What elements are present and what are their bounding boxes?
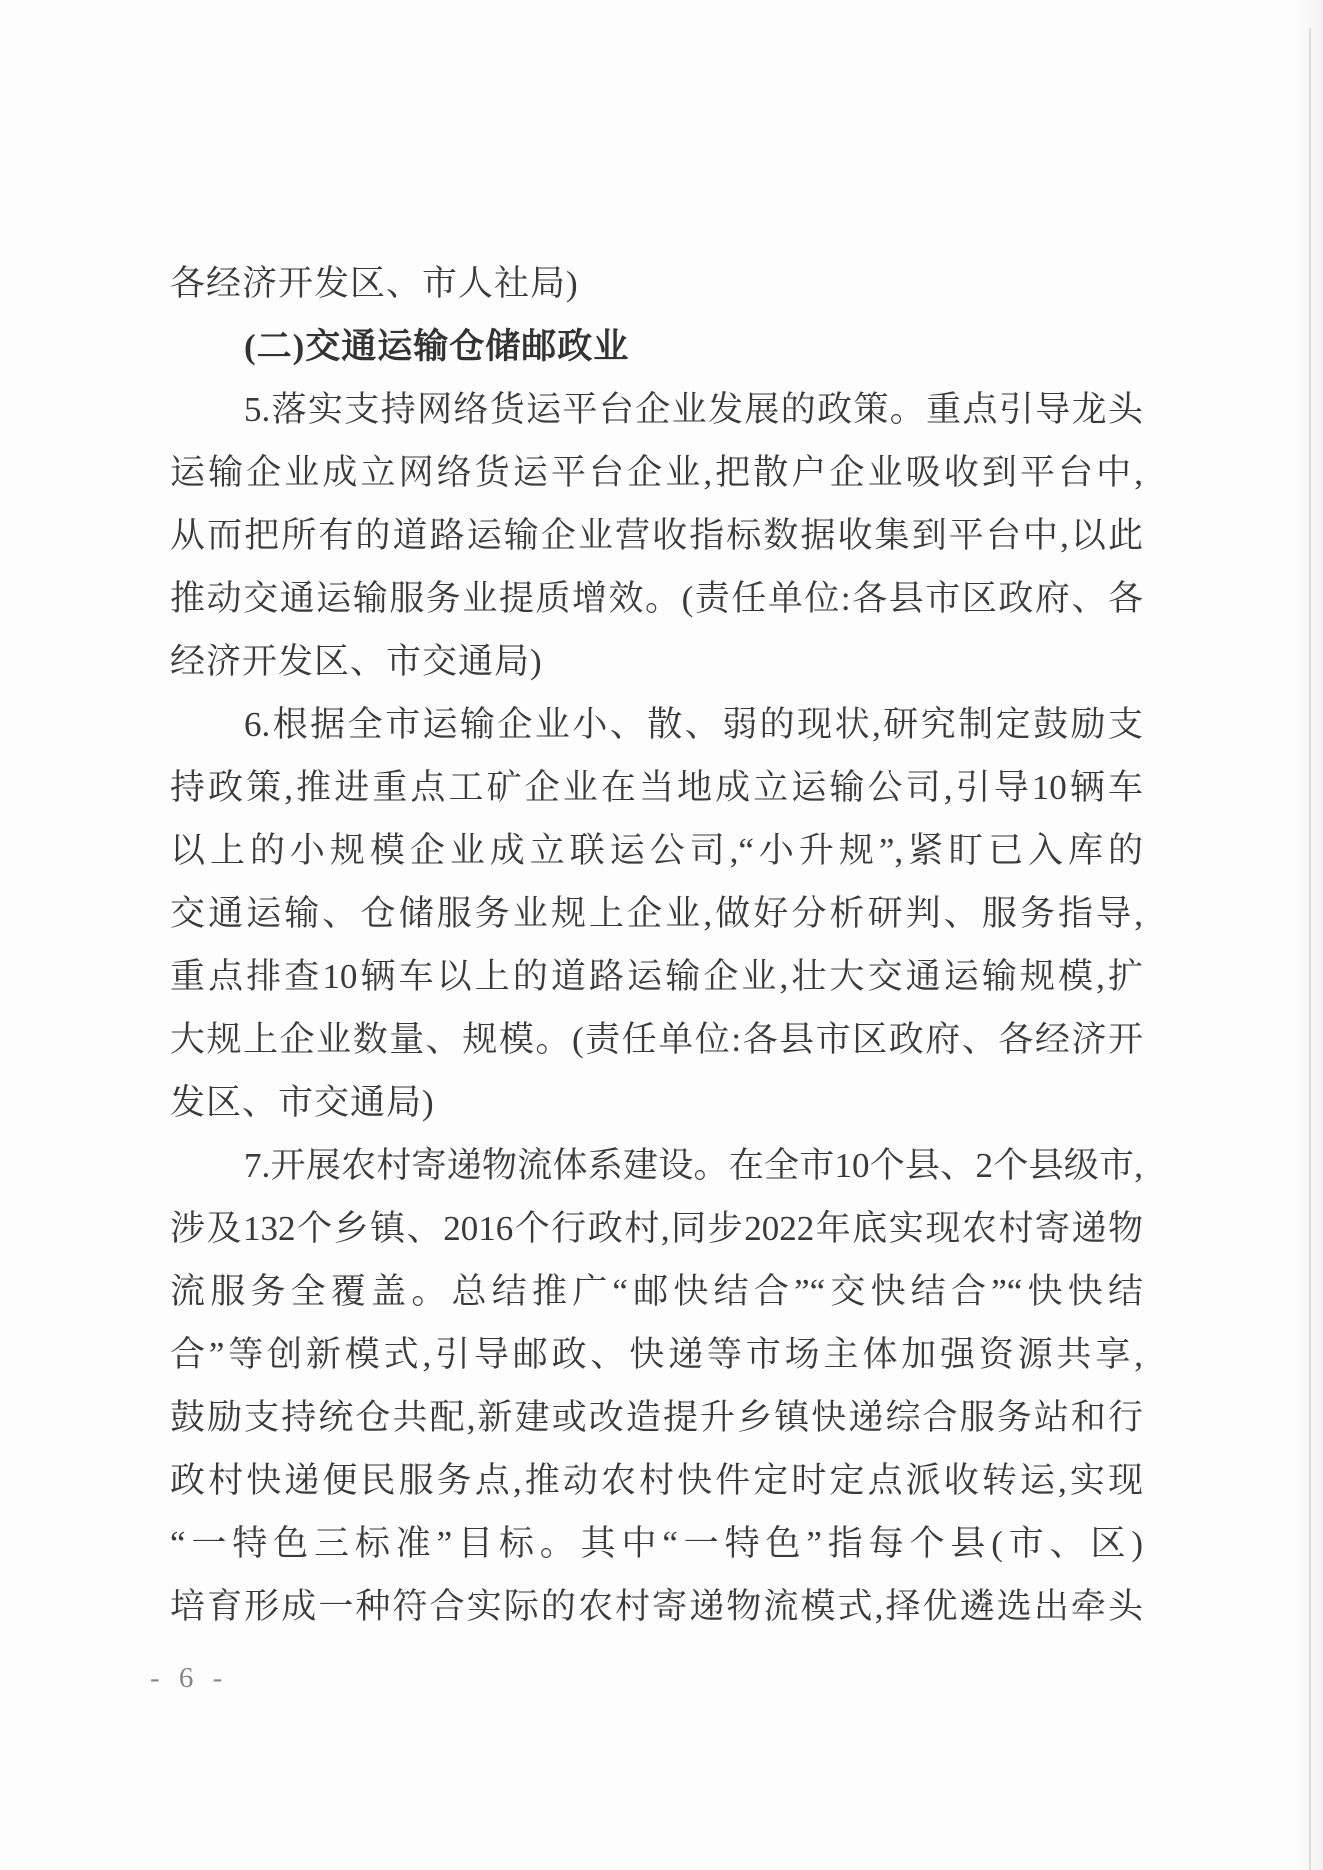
text-line: 大规上企业数量、规模。(责任单位:各县市区政府、各经济开 xyxy=(170,1020,1143,1059)
text-line: 交通运输、仓储服务业规上企业,做好分析研判、服务指导, xyxy=(170,894,1143,933)
page-number: - 6 - xyxy=(150,1662,229,1694)
text-line: 运输企业成立网络货运平台企业,把散户企业吸收到平台中, xyxy=(170,453,1143,492)
text-line: 发区、市交通局) xyxy=(170,1083,435,1122)
text-line: 各经济开发区、市人社局) xyxy=(170,264,579,303)
text-line: 从而把所有的道路运输企业营收指标数据收集到平台中,以此 xyxy=(170,516,1143,555)
text-line: “一特色三标准”目标。其中“一特色”指每个县(市、区) xyxy=(170,1524,1143,1563)
text-line: 培育形成一种符合实际的农村寄递物流模式,择优遴选出牵头 xyxy=(170,1587,1143,1626)
text-line: 鼓励支持统仓共配,新建或改造提升乡镇快递综合服务站和行 xyxy=(170,1398,1143,1437)
text-column xyxy=(170,252,1143,1638)
text-line: 6.根据全市运输企业小、散、弱的现状,研究制定鼓励支 xyxy=(244,705,1143,744)
text-line: 5.落实支持网络货运平台企业发展的政策。重点引导龙头 xyxy=(244,390,1143,429)
text-line: 以上的小规模企业成立联运公司,“小升规”,紧盯已入库的 xyxy=(170,831,1143,870)
text-line: 涉及132个乡镇、2016个行政村,同步2022年底实现农村寄递物 xyxy=(170,1209,1143,1248)
text-line: 持政策,推进重点工矿企业在当地成立运输公司,引导10辆车 xyxy=(170,768,1143,807)
scan-edge-line xyxy=(1309,28,1311,1870)
text-line: 经济开发区、市交通局) xyxy=(170,642,543,681)
section-heading: (二)交通运输仓储邮政业 xyxy=(244,327,630,366)
text-line: 推动交通运输服务业提质增效。(责任单位:各县市区政府、各 xyxy=(170,579,1143,618)
text-line: 流服务全覆盖。总结推广“邮快结合”“交快结合”“快快结 xyxy=(170,1272,1143,1311)
text-line: 政村快递便民服务点,推动农村快件定时定点派收转运,实现 xyxy=(170,1461,1143,1500)
text-line: 重点排查10辆车以上的道路运输企业,壮大交通运输规模,扩 xyxy=(170,957,1143,996)
text-line: 合”等创新模式,引导邮政、快递等市场主体加强资源共享, xyxy=(170,1335,1143,1374)
text-line: 7.开展农村寄递物流体系建设。在全市10个县、2个县级市, xyxy=(244,1146,1143,1185)
